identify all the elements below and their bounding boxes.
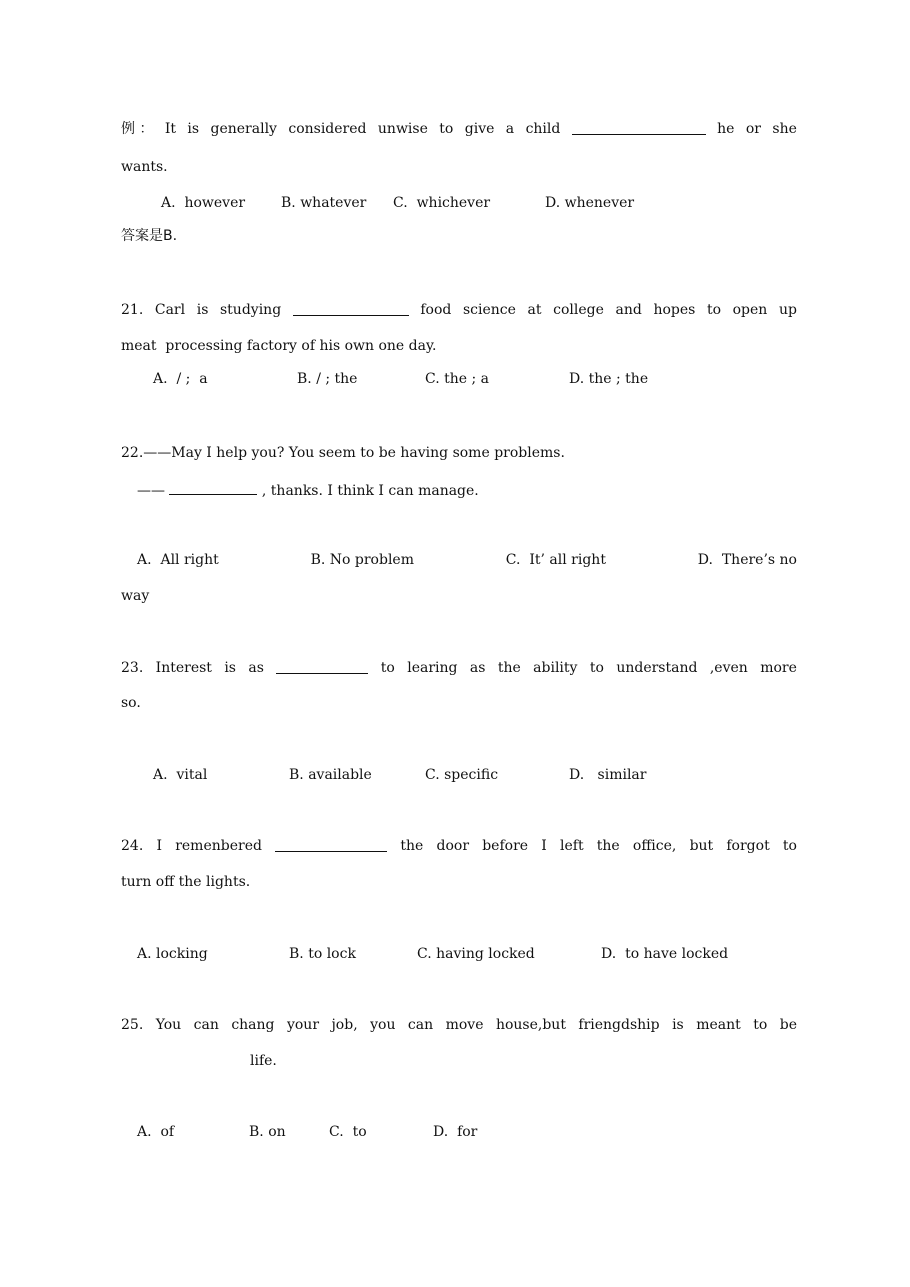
q24-option-a: A. locking	[137, 946, 208, 962]
q23-option-a: A. vital	[153, 767, 208, 783]
q23-line-2: so.	[121, 695, 141, 711]
q22-option-a: A. All right	[137, 552, 219, 568]
q25-option-d: D. for	[433, 1124, 478, 1140]
q25-option-a: A. of	[137, 1124, 175, 1140]
q22-line-2: —— , thanks. I think I can manage.	[137, 480, 479, 500]
q21-option-c: C. the ; a	[425, 371, 490, 387]
q24-line-1: 24. I remenbered the door before I left the office, but forgot to	[121, 838, 797, 854]
q23-line-1: 23. Interest is as to learing as the ability to understand ,even more	[121, 660, 797, 676]
example-option-d: D. whenever	[545, 195, 635, 211]
q22-option-b: B. No problem	[310, 552, 414, 568]
q22-option-d-wrap: way	[121, 588, 150, 604]
example-option-b: B. whatever	[281, 195, 367, 211]
q22-option-d: D. There’s no	[697, 552, 797, 568]
q25-line-1: 25. You can chang your job, you can move house,but friengdship is meant to be	[121, 1017, 797, 1033]
example-option-a: A. however	[161, 195, 246, 211]
q21-option-a: A. / ; a	[153, 371, 208, 387]
q24-option-b: B. to lock	[289, 946, 356, 962]
q23-option-c: C. specific	[425, 767, 499, 783]
example-question-line-2: wants.	[121, 159, 168, 175]
q22-option-c: C. It’ all right	[505, 552, 606, 568]
example-label: 例 ：	[121, 121, 154, 137]
answer-blank	[276, 659, 368, 674]
q21-line-1: 21. Carl is studying food science at college and hopes to open up	[121, 302, 797, 318]
q22-line-1: 22.——May I help you? You seem to be having some problems.	[121, 445, 565, 461]
q21-option-d: D. the ; the	[569, 371, 649, 387]
q22-options	[137, 551, 797, 569]
example-answer: 答案是B.	[121, 228, 178, 244]
q24-option-d: D. to have locked	[601, 946, 729, 962]
example-question-line-1: 例 ： It is generally considered unwise to give a child he or she	[121, 121, 797, 137]
example-option-c: C. whichever	[393, 195, 491, 211]
q25-option-b: B. on	[249, 1124, 286, 1140]
q21-line-2: meat processing factory of his own one day.	[121, 338, 437, 354]
q23-option-b: B. available	[289, 767, 372, 783]
q23-option-d: D. similar	[569, 767, 647, 783]
answer-blank	[275, 837, 387, 852]
q21-option-b: B. / ; the	[297, 371, 358, 387]
q25-line-2: life.	[250, 1053, 277, 1069]
q24-line-2: turn off the lights.	[121, 874, 251, 890]
answer-blank	[572, 120, 706, 135]
q24-option-c: C. having locked	[417, 946, 535, 962]
answer-blank	[169, 480, 257, 495]
q25-option-c: C. to	[329, 1124, 367, 1140]
answer-blank	[293, 301, 409, 316]
